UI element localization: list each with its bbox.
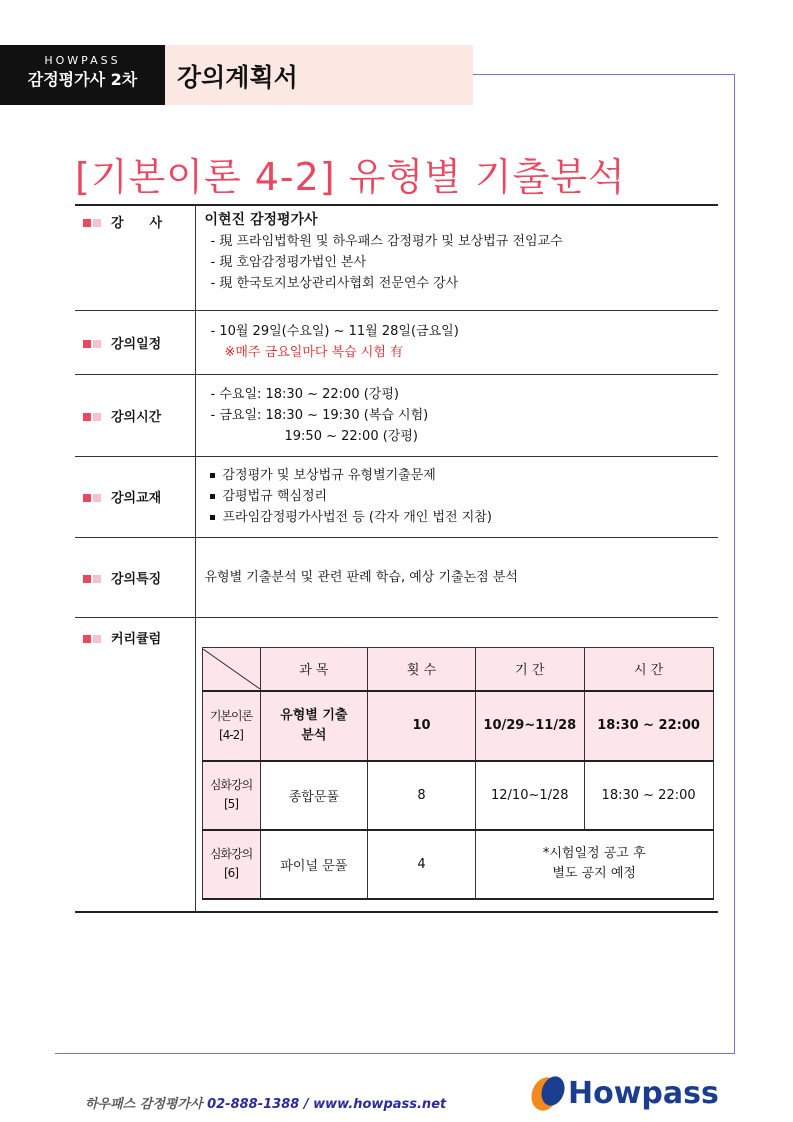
time-line: 19:50 ~ 22:00 (강평) bbox=[284, 428, 418, 444]
course-name-line: 심화강의 bbox=[209, 847, 253, 861]
material-item bbox=[205, 486, 718, 507]
instructor-line: - 現 프라임법학원 및 하우패스 감정평가 및 보상법규 전임교수 bbox=[210, 234, 563, 249]
course-count: 4 bbox=[368, 830, 476, 899]
row-curriculum bbox=[75, 617, 718, 912]
label-text: 커리큘럼 bbox=[111, 631, 162, 647]
label-materials bbox=[75, 456, 195, 537]
label-text: 강의일정 bbox=[111, 336, 162, 352]
label-time bbox=[75, 374, 195, 456]
diagonal-line-icon bbox=[203, 649, 260, 689]
curriculum-table bbox=[202, 647, 714, 900]
header-subtitle: 감정평가사 2차 bbox=[27, 70, 138, 89]
course-name bbox=[202, 830, 260, 899]
footer-company: 하우패스 감정평가사 bbox=[85, 1097, 203, 1112]
course-name-line: [5] bbox=[224, 797, 238, 811]
logo-text: Howpass bbox=[568, 1076, 719, 1111]
instructor-details bbox=[195, 206, 718, 310]
logo-mark-icon bbox=[528, 1072, 568, 1114]
bullet-icon bbox=[210, 494, 215, 499]
material-item bbox=[205, 465, 718, 486]
schedule-note: ※매주 금요일마다 복습 시험 有 bbox=[224, 345, 404, 360]
doc-title: 강의계획서 bbox=[177, 63, 298, 92]
info-table bbox=[75, 206, 718, 913]
instructor-name: 이현진 감정평가사 bbox=[204, 212, 318, 228]
row-materials bbox=[75, 456, 718, 537]
course-name bbox=[202, 761, 260, 830]
header-subject: 과 목 bbox=[260, 647, 368, 691]
material-text: 프라임감정평가사법전 등 (각자 개인 법전 지참) bbox=[222, 510, 492, 525]
schedule-details bbox=[195, 310, 718, 374]
course-subject: 파이널 문풀 bbox=[260, 830, 368, 899]
header-title-box bbox=[165, 45, 473, 105]
frame-line-top bbox=[473, 74, 734, 75]
material-text: 감정평가 및 보상법규 유형별기출문제 bbox=[222, 468, 436, 483]
header-count: 횟 수 bbox=[368, 647, 476, 691]
frame-line-bottom bbox=[55, 1053, 735, 1054]
course-time: 18:30 ~ 22:00 bbox=[584, 691, 713, 761]
footer-phone: 02-888-1388 bbox=[207, 1097, 300, 1112]
curriculum-row bbox=[202, 761, 713, 830]
course-subject bbox=[260, 691, 368, 761]
course-name-line: 기본이론 bbox=[209, 708, 253, 723]
square-bullet-icon bbox=[83, 572, 103, 587]
schedule-dates: - 10월 29일(수요일) ~ 11월 28일(금요일) bbox=[210, 324, 459, 339]
course-name-line: [6] bbox=[224, 866, 238, 880]
label-text: 강의특징 bbox=[111, 571, 162, 587]
label-text: 강의교재 bbox=[111, 491, 162, 506]
course-subject: 종합문풀 bbox=[260, 761, 368, 830]
frame-line-right bbox=[734, 74, 735, 1054]
bullet-icon bbox=[210, 473, 215, 478]
instructor-line: - 現 호암감정평가법인 본사 bbox=[210, 255, 367, 270]
course-period: 10/29~11/28 bbox=[475, 691, 584, 761]
materials-list bbox=[195, 456, 718, 537]
row-schedule bbox=[75, 310, 718, 374]
curriculum-row bbox=[202, 830, 713, 899]
header-period: 기 간 bbox=[475, 647, 584, 691]
footer-url[interactable]: www.howpass.net bbox=[313, 1097, 447, 1112]
footer-separator: / bbox=[303, 1097, 309, 1112]
label-text: 강의시간 bbox=[111, 409, 162, 425]
label-schedule bbox=[75, 310, 195, 374]
note-line: 별도 공지 예정 bbox=[552, 866, 636, 881]
curriculum-header-row bbox=[202, 647, 713, 691]
howpass-logo bbox=[528, 1072, 718, 1114]
course-name bbox=[202, 691, 260, 761]
subject-line: 분석 bbox=[301, 727, 327, 743]
subject-line: 유형별 기출 bbox=[280, 707, 348, 723]
row-time bbox=[75, 374, 718, 456]
label-text: 강 사 bbox=[111, 216, 163, 231]
header-time: 시 간 bbox=[584, 647, 713, 691]
row-features bbox=[75, 537, 718, 617]
course-time: 18:30 ~ 22:00 bbox=[584, 761, 713, 830]
note-line: *시험일정 공고 후 bbox=[542, 846, 646, 861]
curriculum-cell bbox=[195, 617, 718, 912]
square-bullet-icon bbox=[83, 410, 103, 425]
course-name-line: 심화강의 bbox=[209, 778, 253, 792]
label-features bbox=[75, 537, 195, 617]
square-bullet-icon bbox=[83, 337, 103, 352]
diagonal-header-cell bbox=[202, 647, 260, 691]
label-instructor bbox=[75, 206, 195, 310]
label-curriculum bbox=[75, 617, 195, 912]
time-details bbox=[195, 374, 718, 456]
material-item bbox=[205, 507, 718, 528]
square-bullet-icon bbox=[83, 632, 103, 647]
course-count: 10 bbox=[368, 691, 476, 761]
header-badge bbox=[0, 45, 165, 105]
features-text: 유형별 기출분석 및 관련 판례 학습, 예상 기출논점 분석 bbox=[195, 537, 718, 617]
time-line: - 금요일: 18:30 ~ 19:30 (복습 시험) bbox=[210, 407, 429, 423]
page-title: [기본이론 4-2] 유형별 기출분석 bbox=[75, 155, 626, 199]
course-count: 8 bbox=[368, 761, 476, 830]
course-period: 12/10~1/28 bbox=[475, 761, 584, 830]
row-instructor bbox=[75, 206, 718, 310]
time-line: - 수요일: 18:30 ~ 22:00 (강평) bbox=[210, 386, 399, 402]
bullet-icon bbox=[210, 515, 215, 520]
course-name-line: [4-2] bbox=[219, 727, 243, 742]
brand-name: HOWPASS bbox=[44, 54, 121, 67]
course-schedule-note bbox=[475, 830, 713, 899]
material-text: 감평법규 핵심정리 bbox=[222, 489, 328, 504]
square-bullet-icon bbox=[83, 216, 103, 231]
footer-contact bbox=[85, 1093, 446, 1112]
curriculum-row bbox=[202, 691, 713, 761]
square-bullet-icon bbox=[83, 491, 103, 506]
instructor-line: - 現 한국토지보상관리사협회 전문연수 강사 bbox=[210, 276, 459, 291]
